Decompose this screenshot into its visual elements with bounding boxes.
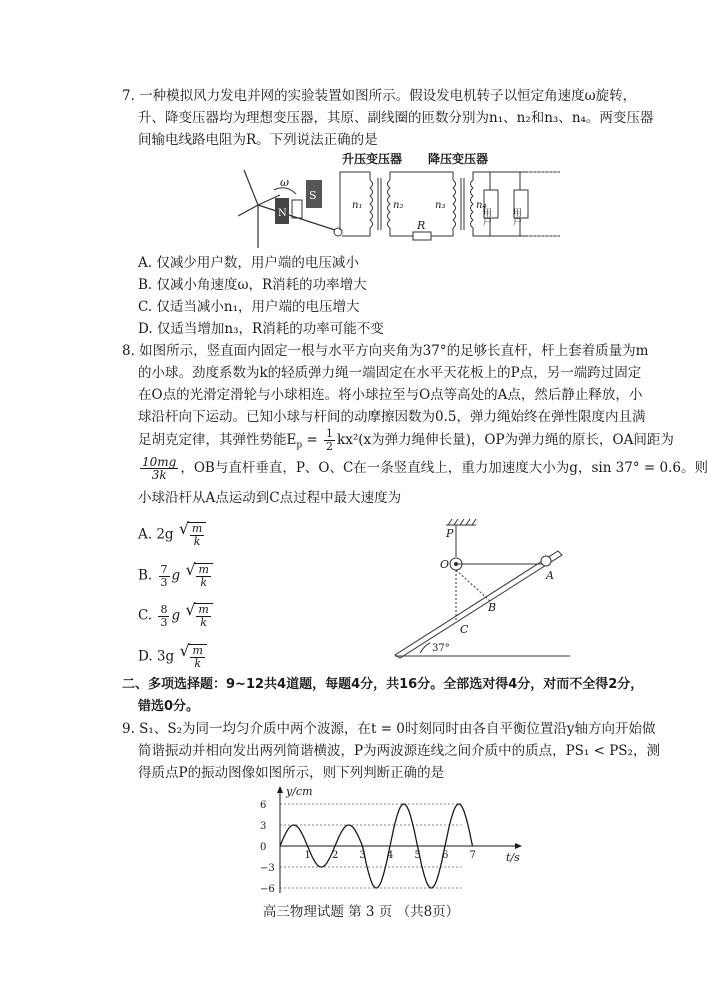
user-label-2: 用户 bbox=[511, 208, 521, 226]
y-tick-label: 6 bbox=[260, 800, 267, 811]
x-tick-label: 3 bbox=[359, 850, 366, 861]
section2-line-2: 错选0分。 bbox=[138, 699, 200, 714]
x-tick-label: 1 bbox=[304, 850, 311, 861]
ball bbox=[541, 556, 551, 566]
q8-incline-figure bbox=[390, 515, 580, 660]
slip-ring bbox=[334, 228, 342, 236]
step-up-label: 升压变压器 bbox=[342, 152, 403, 166]
y-axis-label: y/cm bbox=[286, 785, 313, 798]
svg-text:37°: 37° bbox=[432, 643, 450, 654]
q7-line-1: 7. 一种模拟风力发电并网的实验装置如图所示。假设发电机转子以恒定角速度ω旋转， bbox=[122, 88, 637, 104]
q7-line-2: 升、降变压器均为理想变压器，其原、副线圈的匝数分别为n₁、n₂和n₃、n₄。两变压器 bbox=[138, 110, 654, 126]
step-down-label: 降压变压器 bbox=[428, 152, 489, 166]
q9-line-1: 9. S₁、S₂为同一均匀介质中两个波源，在t = 0时刻同时由各自平衡位置沿y轴方向开始做 bbox=[122, 721, 656, 737]
q7-option-a: A. 仅减少用户数，用户端的电压减小 bbox=[138, 255, 359, 271]
svg-text:n₂: n₂ bbox=[393, 200, 404, 211]
q7-circuit-figure bbox=[230, 150, 570, 250]
q8-line-1: 8. 如图所示，竖直面内固定一根与水平方向夹角为37°的足够长直杆，杆上套着质量为m bbox=[122, 343, 649, 359]
x-axis-arrow-icon bbox=[515, 843, 522, 849]
svg-text:A: A bbox=[546, 569, 554, 582]
omega-label: ω bbox=[280, 176, 289, 189]
svg-text:n₄: n₄ bbox=[476, 200, 487, 211]
section2-line-1: 二、多项选择题：9~12共4道题，每题4分，共16分。全部选对得4分，对而不全得2分， bbox=[122, 677, 644, 692]
y-tick-label: 0 bbox=[260, 842, 267, 853]
q8-option-b: B. $\frac{7}{3}$ g √ $\frac{m}{k}$ bbox=[138, 563, 213, 589]
q7-line-3: 间输电线路电阻为R。下列说法正确的是 bbox=[138, 132, 378, 148]
svg-text:O: O bbox=[440, 558, 450, 571]
q8-option-a: A. 2g √ $\frac{m}{k}$ bbox=[138, 522, 206, 548]
svg-text:R: R bbox=[417, 219, 426, 232]
q8-line-5: 足胡克定律，其弹性势能$E_p$ = $\frac{1}{2}$ kx²(x为弹力绳伸长量)，OP为弹力绳的原长，OA间距为 bbox=[138, 427, 674, 453]
q7-option-c: C. 仅适当减小n₁，用户端的电压增大 bbox=[138, 299, 360, 315]
q8-line-2: 的小球。劲度系数为k的轻质弹力绳一端固定在水平天花板上的P点，另一端跨过固定 bbox=[138, 365, 642, 381]
coil bbox=[292, 200, 302, 218]
svg-text:n₁: n₁ bbox=[352, 200, 363, 211]
y-axis-arrow-icon bbox=[277, 786, 283, 793]
svg-text:C: C bbox=[460, 623, 469, 636]
y-tick-label: −3 bbox=[260, 863, 275, 874]
x-tick-label: 5 bbox=[414, 850, 421, 861]
q9-line-2: 简谐振动并相向发出两列简谐横波，P为两波源连线之间介质中的质点，PS₁ < PS₂，测 bbox=[138, 743, 660, 759]
q8-option-c: C. $\frac{8}{3}$ g √ $\frac{m}{k}$ bbox=[138, 603, 213, 629]
x-tick-label: 7 bbox=[469, 850, 476, 861]
q8-line-3: 在O点的光滑定滑轮与小球相连。将小球拉至与O点等高处的A点，然后静止释放，小 bbox=[138, 387, 643, 403]
q7-option-b: B. 仅减小角速度ω，R消耗的功率增大 bbox=[138, 277, 367, 293]
x-axis-label: t/s bbox=[506, 851, 520, 864]
q8-line-4: 球沿杆向下运动。已知小球与杆间的动摩擦因数为0.5，弹力绳始终在弹性限度内且满 bbox=[138, 409, 646, 425]
q7-option-d: D. 仅适当增加n₃，R消耗的功率可能不变 bbox=[138, 321, 384, 337]
q9-line-3: 得质点P的振动图像如图所示，则下列判断正确的是 bbox=[138, 765, 445, 781]
svg-text:N: N bbox=[278, 208, 287, 219]
svg-text:B: B bbox=[488, 601, 497, 614]
svg-text:n₃: n₃ bbox=[435, 200, 446, 211]
page-footer: 高三物理试题 第 3 页 （共8页） bbox=[262, 904, 460, 920]
rod bbox=[395, 551, 562, 658]
x-tick-label: 4 bbox=[387, 850, 394, 861]
svg-text:P: P bbox=[446, 527, 454, 540]
q8-option-d: D. 3g √ $\frac{m}{k}$ bbox=[138, 644, 207, 670]
x-tick-label: 6 bbox=[442, 850, 449, 861]
x-tick-label: 2 bbox=[332, 850, 339, 861]
user-label-1: 用户 bbox=[481, 208, 491, 226]
svg-text:S: S bbox=[309, 189, 317, 202]
q8-line-7: 小球沿杆从A点运动到C点过程中最大速度为 bbox=[138, 490, 402, 506]
y-tick-label: −6 bbox=[260, 884, 275, 895]
y-tick-label: 3 bbox=[260, 821, 267, 832]
q8-line-6: $\frac{10mg}{3k}$ ，OB与直杆垂直，P、O、C在一条竖直线上，重力加速度大小为g，sin 37° = 0.6。则 bbox=[142, 455, 708, 482]
q9-vibration-chart bbox=[250, 783, 540, 895]
